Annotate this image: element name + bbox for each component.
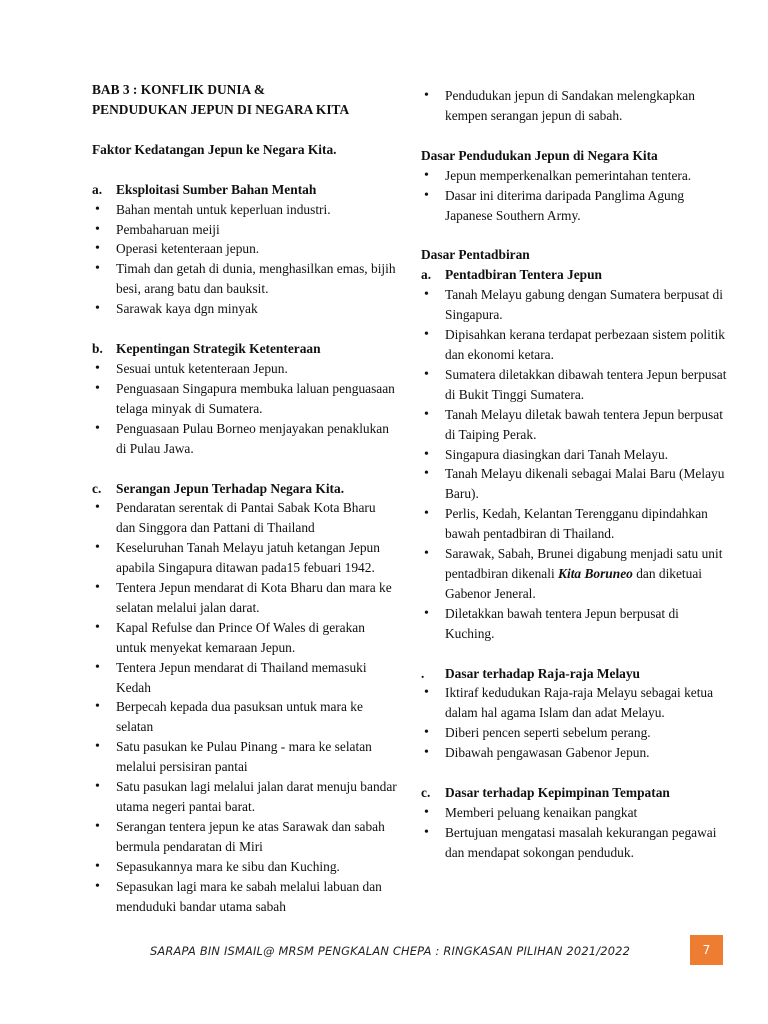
list-item: • Jepun memperkenalkan pemerintahan tentera. bbox=[421, 166, 727, 186]
right-column bbox=[421, 86, 727, 863]
list-item: • Sarawak kaya dgn minyak bbox=[92, 299, 398, 319]
list-item: • Pendaratan serentak di Pantai Sabak Kota Bharu dan Singgora dan Pattani di Thailand bbox=[92, 498, 398, 538]
list-item: • Singapura diasingkan dari Tanah Melayu. bbox=[421, 445, 727, 465]
list-item: • Perlis, Kedah, Kelantan Terengganu dipindahkan bawah pentadbiran di Thailand. bbox=[421, 504, 727, 544]
list-item: • Penguasaan Pulau Borneo menjayakan penaklukan di Pulau Jawa. bbox=[92, 419, 398, 459]
list-item: • Keseluruhan Tanah Melayu jatuh ketangan Jepun apabila Singapura ditawan pada15 febuari 1942. bbox=[92, 538, 398, 578]
list-item: • Iktiraf kedudukan Raja-raja Melayu sebagai ketua dalam hal agama Islam dan adat Melayu. bbox=[421, 683, 727, 723]
section-b-heading: b. Kepentingan Strategik Ketenteraan bbox=[92, 341, 321, 357]
section-a-heading: a. Pentadbiran Tentera Jepun bbox=[421, 267, 602, 283]
list-item: • Sepasukannya mara ke sibu dan Kuching. bbox=[92, 857, 398, 877]
list-item: • Dasar ini diterima daripada Panglima Agung Japanese Southern Army. bbox=[421, 186, 727, 226]
section-b-list bbox=[92, 359, 398, 459]
list-item: • Tanah Melayu dikenali sebagai Malai Baru (Melayu Baru). bbox=[421, 464, 727, 504]
section-c-list bbox=[92, 498, 398, 916]
dasar-pendudukan-heading: Dasar Pendudukan Jepun di Negara Kita bbox=[421, 147, 658, 163]
dasar-pentadbiran-heading: Dasar Pentadbiran bbox=[421, 247, 530, 263]
pentadbiran-list bbox=[421, 285, 727, 643]
raja-list bbox=[421, 683, 727, 763]
list-item: • Tentera Jepun mendarat di Thailand memasuki Kedah bbox=[92, 658, 398, 698]
list-item: • Dibawah pengawasan Gabenor Jepun. bbox=[421, 743, 727, 763]
kepimpinan-list bbox=[421, 803, 727, 863]
list-item: • Bahan mentah untuk keperluan industri. bbox=[92, 200, 398, 220]
list-item: • Tanah Melayu diletak bawah tentera Jepun berpusat di Taiping Perak. bbox=[421, 405, 727, 445]
list-item: • Sumatera diletakkan dibawah tentera Jepun berpusat di Bukit Tinggi Sumatera. bbox=[421, 365, 727, 405]
list-item: • Operasi ketenteraan jepun. bbox=[92, 239, 398, 259]
list-item: • Tanah Melayu gabung dengan Sumatera berpusat di Singapura. bbox=[421, 285, 727, 325]
list-item: • Bertujuan mengatasi masalah kekurangan pegawai dan mendapat sokongan penduduk. bbox=[421, 823, 727, 863]
section-b-heading: . Dasar terhadap Raja-raja Melayu bbox=[421, 665, 641, 681]
list-item: • Sesuai untuk ketenteraan Jepun. bbox=[92, 359, 398, 379]
list-item: • Dipisahkan kerana terdapat perbezaan sistem politik dan ekonomi ketara. bbox=[421, 325, 727, 365]
list-item: • Kapal Refulse dan Prince Of Wales di gerakan untuk menyekat kemaraan Jepun. bbox=[92, 618, 398, 658]
list-item: • Satu pasukan ke Pulau Pinang - mara ke selatan melalui persisiran pantai bbox=[92, 737, 398, 777]
chapter-title: BAB 3 : KONFLIK DUNIA & PENDUDUKAN JEPUN DI NEGARA KITA bbox=[92, 82, 350, 117]
section-c-heading: c. Serangan Jepun Terhadap Negara Kita. bbox=[92, 480, 345, 496]
list-item: • Tentera Jepun mendarat di Kota Bharu dan mara ke selatan melalui jalan darat. bbox=[92, 578, 398, 618]
continued-list bbox=[421, 86, 727, 126]
section-c-heading: c. Dasar terhadap Kepimpinan Tempatan bbox=[421, 785, 670, 801]
list-item: • Diletakkan bawah tentera Jepun berpusat di Kuching. bbox=[421, 604, 727, 644]
kita-boruneo-term: Kita Boruneo bbox=[558, 565, 633, 581]
list-item: • Diberi pencen seperti sebelum perang. bbox=[421, 723, 727, 743]
page-number: 7 bbox=[690, 935, 723, 965]
list-item: • Pendudukan jepun di Sandakan melengkapkan kempen serangan jepun di sabah. bbox=[421, 86, 727, 126]
list-item: • Pembaharuan meiji bbox=[92, 220, 398, 240]
list-item: • Penguasaan Singapura membuka laluan penguasaan telaga minyak di Sumatera. bbox=[92, 379, 398, 419]
list-item: • Sepasukan lagi mara ke sabah melalui labuan dan menduduki bandar utama sabah bbox=[92, 877, 398, 917]
section-a-list bbox=[92, 200, 398, 319]
list-item: • Memberi peluang kenaikan pangkat bbox=[421, 803, 727, 823]
left-column bbox=[92, 80, 398, 916]
dasar-pendudukan-list bbox=[421, 166, 727, 226]
list-item: • Berpecah kepada dua pasuksan untuk mara ke selatan bbox=[92, 697, 398, 737]
list-item: • Serangan tentera jepun ke atas Sarawak dan sabah bermula pendaratan di Miri bbox=[92, 817, 398, 857]
faktor-heading: Faktor Kedatangan Jepun ke Negara Kita. bbox=[92, 141, 337, 157]
list-item: • Sarawak, Sabah, Brunei digabung menjadi satu unit pentadbiran dikenali Kita Boruneo dan diketuai Gabenor Jeneral. bbox=[421, 544, 727, 604]
page-footer: SARAPA BIN ISMAIL@ MRSM PENGKALAN CHEPA : RINGKASAN PILIHAN 2021/2022 bbox=[150, 944, 631, 958]
list-item: • Timah dan getah di dunia, menghasilkan emas, bijih besi, arang batu dan bauksit. bbox=[92, 259, 398, 299]
list-item: • Satu pasukan lagi melalui jalan darat menuju bandar utama negeri pantai barat. bbox=[92, 777, 398, 817]
section-a-heading: a. Eksploitasi Sumber Bahan Mentah bbox=[92, 181, 317, 197]
